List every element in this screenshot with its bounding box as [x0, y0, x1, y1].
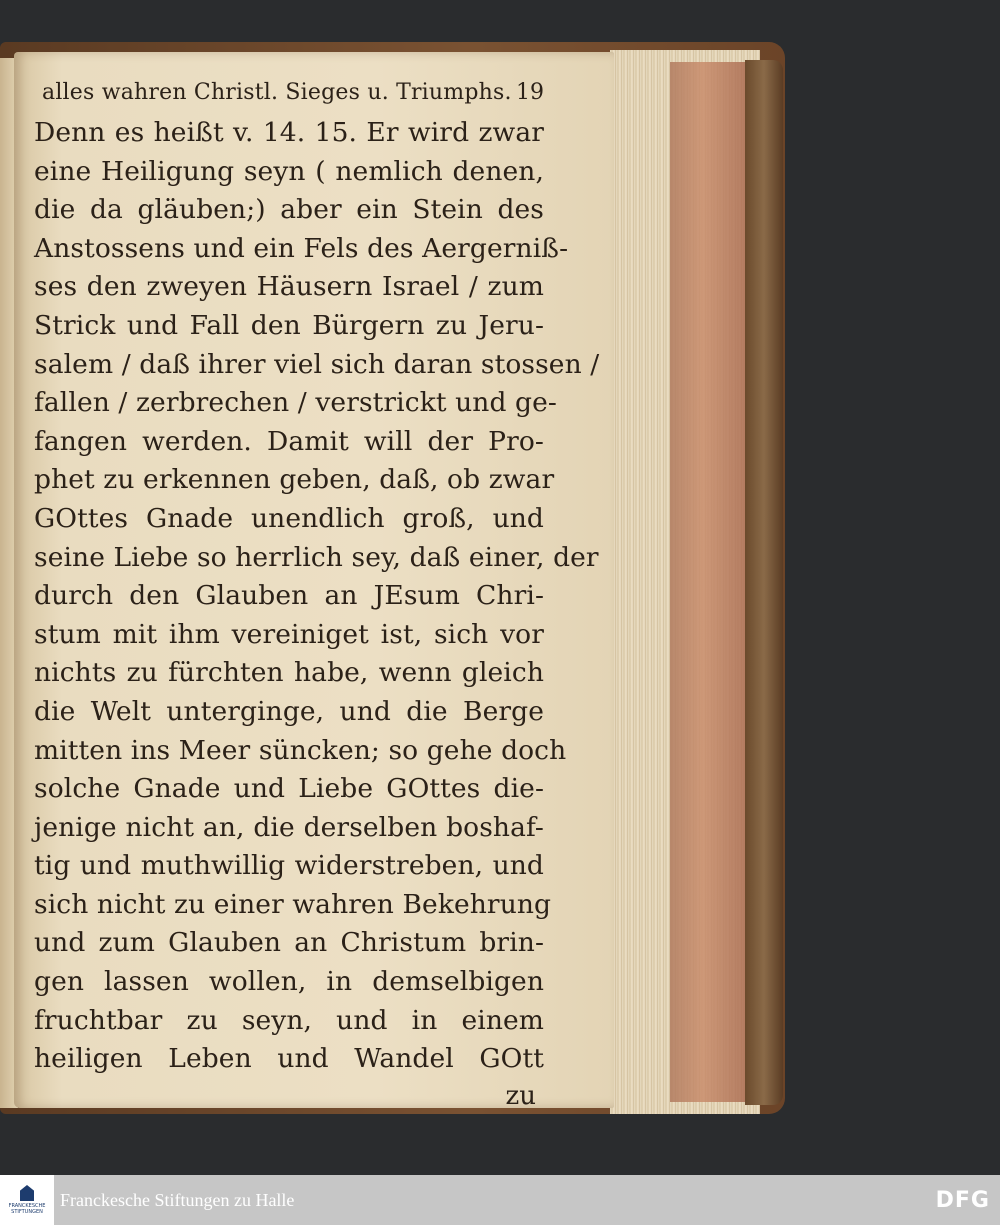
footer-bar — [0, 1175, 1000, 1225]
catchword: zu — [505, 1080, 536, 1111]
institution-logo[interactable] — [0, 1175, 54, 1225]
logo-text: FRANCKESCHE STIFTUNGEN — [8, 1203, 46, 1215]
text-line: nichts zu fürchten habe, wenn gleich — [34, 657, 544, 689]
institution-name: Franckesche Stiftungen zu Halle — [60, 1189, 295, 1210]
text-line: fruchtbar zu seyn, und in einem — [34, 1004, 544, 1036]
text-lines — [34, 114, 600, 1079]
text-line: durch den Glauben an JEsum Chri- — [34, 580, 544, 612]
text-line: fangen werden. Damit will der Pro- — [34, 425, 544, 457]
text-line: solche Gnade und Liebe GOttes die- — [34, 773, 544, 805]
text-line: mitten ins Meer süncken; so gehe doch — [34, 734, 567, 766]
running-head: alles wahren Christl. Sieges u. Triumphs. — [42, 80, 512, 105]
text-line: phet zu erkennen geben, daß, ob zwar — [34, 464, 555, 496]
text-line: Anstossens und ein Fels des Aergerniß- — [34, 232, 569, 264]
text-line: seine Liebe so herrlich sey, daß einer, der — [34, 541, 599, 573]
text-line: und zum Glauben an Christum brin- — [34, 927, 544, 959]
text-line: GOttes Gnade unendlich groß, und — [34, 502, 544, 534]
page-number: 19 — [516, 80, 544, 105]
text-line: stum mit ihm vereiniget ist, sich vor — [34, 618, 544, 650]
text-line: salem / daß ihrer viel sich daran stossen / — [34, 348, 600, 380]
text-line: heiligen Leben und Wandel GOtt — [34, 1043, 544, 1075]
text-line: fallen / zerbrechen / verstrickt und ge- — [34, 387, 557, 419]
dfg-logo[interactable]: DFG — [935, 1187, 990, 1213]
page-text — [34, 78, 600, 1113]
text-line: die da gläuben;) aber ein Stein des — [34, 194, 544, 226]
red-page-edge — [670, 62, 750, 1102]
text-line: tig und muthwillig widerstreben, und — [34, 850, 544, 882]
text-line: Strick und Fall den Bürgern zu Jeru- — [34, 309, 544, 341]
text-line: ses den zweyen Häusern Israel / zum — [34, 271, 544, 303]
cover-edge — [745, 60, 783, 1105]
text-line: eine Heiligung seyn ( nemlich denen, — [34, 155, 544, 187]
page-header — [34, 78, 544, 108]
text-line: sich nicht zu einer wahren Bekehrung — [34, 888, 552, 920]
text-line: gen lassen wollen, in demselbigen — [34, 966, 544, 998]
text-line: jenige nicht an, die derselben boshaf- — [34, 811, 544, 843]
text-line: die Welt unterginge, und die Berge — [34, 695, 544, 727]
text-line: Denn es heißt v. 14. 15. Er wird zwar — [34, 117, 544, 148]
building-icon — [20, 1185, 34, 1201]
